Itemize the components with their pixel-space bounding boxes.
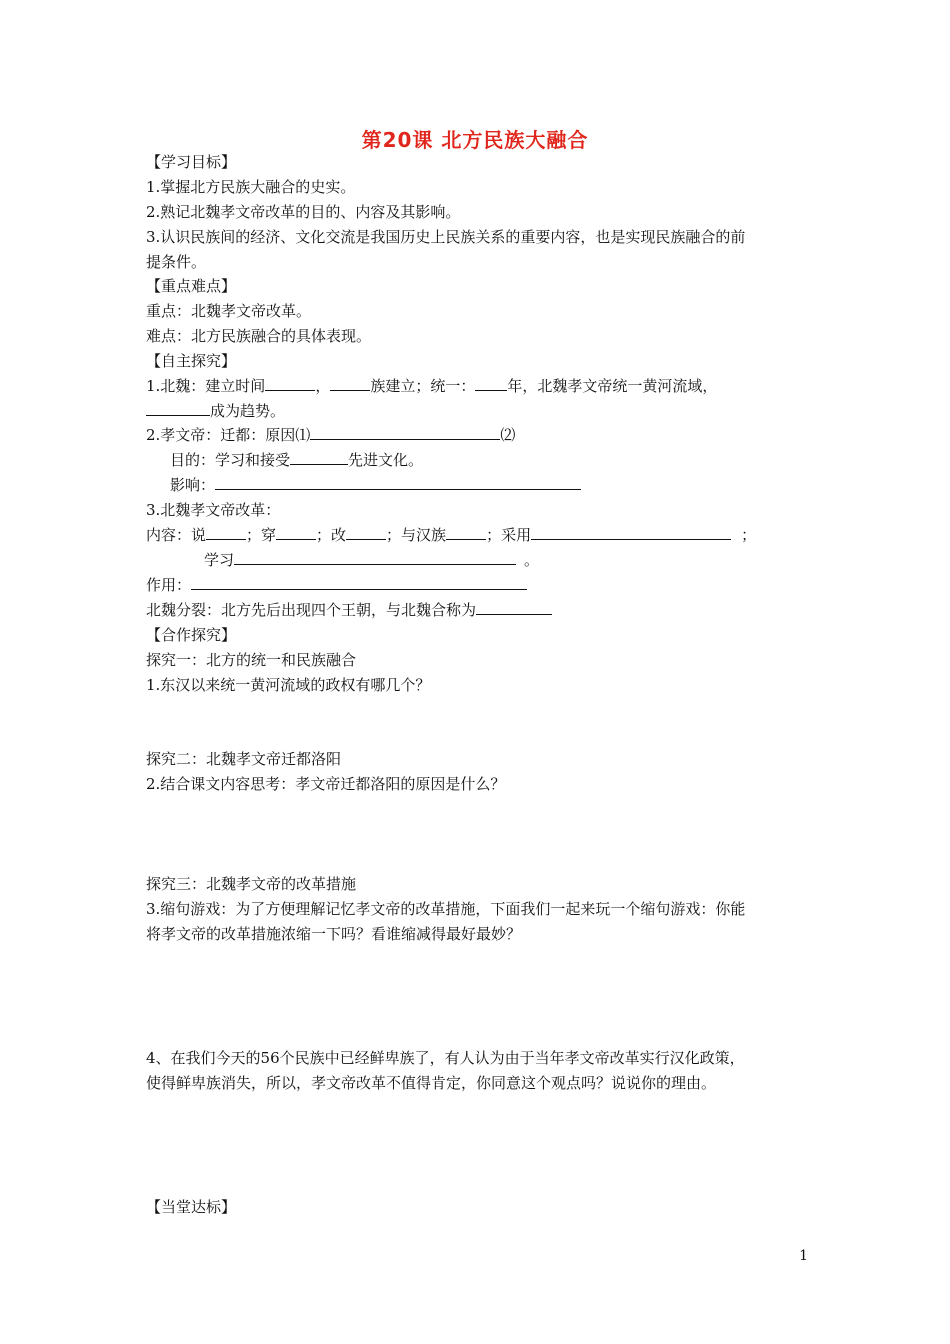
q1-text-d: 年，北魏孝文帝统一黄河流域， xyxy=(507,377,718,395)
blank-purpose[interactable] xyxy=(290,450,348,465)
study-text-a: 学习 xyxy=(204,551,235,569)
section-header-self-study: 【自主探究】 xyxy=(146,352,237,370)
question-4-line2: 使得鲜卑族消失，所以，孝文帝改革不值得肯定，你同意这个观点吗？说说你的理由。 xyxy=(146,1074,717,1092)
blank-reason-1[interactable] xyxy=(310,425,500,440)
self-q2-purpose xyxy=(170,450,423,470)
goal-3-cont: 提条件。 xyxy=(146,253,207,271)
explore-3-question-line1: 3.缩句游戏：为了方便理解记忆孝文帝的改革措施，下面我们一起来玩一个缩句游戏：你能 xyxy=(146,900,746,918)
blank-change[interactable] xyxy=(346,525,386,540)
blank-ethnic-group[interactable] xyxy=(330,376,370,391)
content-text-c: ；改 xyxy=(316,526,347,544)
blank-founding-time[interactable] xyxy=(265,376,315,391)
q1-text-a: 1.北魏：建立时间 xyxy=(146,377,266,395)
q1-text-c: 族建立；统一： xyxy=(370,377,476,395)
page-number: 1 xyxy=(799,1248,808,1264)
blank-role[interactable] xyxy=(191,575,527,590)
self-q3-effect xyxy=(146,575,527,595)
effect-text: 作用： xyxy=(146,576,192,594)
self-split xyxy=(146,600,552,620)
blank-trend[interactable] xyxy=(146,401,210,416)
q1-text-e: 成为趋势。 xyxy=(210,402,286,420)
purpose-text-a: 目的：学习和接受 xyxy=(170,451,291,469)
explore-3-title: 探究三：北魏孝文帝的改革措施 xyxy=(146,875,357,893)
section-header-class-test: 【当堂达标】 xyxy=(146,1198,237,1216)
blank-split[interactable] xyxy=(476,600,552,615)
self-q1-line1 xyxy=(146,376,717,396)
explore-3-question-line2: 将孝文帝的改革措施浓缩一下吗？看谁缩减得最好最妙？ xyxy=(146,925,522,943)
q2-text-a: 2.孝文帝：迁都：原因⑴ xyxy=(146,426,311,444)
goal-2: 2.熟记北魏孝文帝改革的目的、内容及其影响。 xyxy=(146,203,461,221)
self-q2-reasons xyxy=(146,425,515,445)
blank-unify-year[interactable] xyxy=(475,376,507,391)
explore-2-question: 2.结合课文内容思考：孝文帝迁都洛阳的原因是什么？ xyxy=(146,775,506,793)
goal-1: 1.掌握北方民族大融合的史实。 xyxy=(146,178,356,196)
purpose-text-b: 先进文化。 xyxy=(348,451,424,469)
self-q3: 3.北魏孝文帝改革： xyxy=(146,501,281,519)
content-text-d: ；与汉族 xyxy=(386,526,447,544)
self-q3-study xyxy=(204,550,539,570)
content-text-f: ； xyxy=(741,526,757,544)
q2-text-b: ⑵ xyxy=(500,426,516,444)
difficult-point: 难点：北方民族融合的具体表现。 xyxy=(146,327,372,345)
effect-label: 影响： xyxy=(170,476,216,494)
content-text-b: ；穿 xyxy=(246,526,277,544)
self-q1-line2 xyxy=(146,401,285,421)
self-q2-effect xyxy=(170,475,581,495)
goal-3: 3.认识民族间的经济、文化交流是我国历史上民族关系的重要内容，也是实现民族融合的前 xyxy=(146,228,746,246)
section-header-goals: 【学习目标】 xyxy=(146,153,237,171)
self-q3-content xyxy=(146,525,756,545)
study-text-b: 。 xyxy=(524,551,540,569)
question-4-line1: 4、在我们今天的56个民族中已经鲜卑族了，有人认为由于当年孝文帝改革实行汉化政策， xyxy=(146,1049,745,1067)
explore-2-title: 探究二：北魏孝文帝迁都洛阳 xyxy=(146,750,342,768)
explore-1-title: 探究一：北方的统一和民族融合 xyxy=(146,651,357,669)
key-point: 重点：北魏孝文帝改革。 xyxy=(146,302,312,320)
blank-han[interactable] xyxy=(446,525,486,540)
blank-adopt[interactable] xyxy=(531,525,731,540)
lesson-title: 第20课 北方民族大融合 xyxy=(361,128,589,152)
blank-study[interactable] xyxy=(234,550,516,565)
section-header-keypoints: 【重点难点】 xyxy=(146,277,237,295)
section-header-coop: 【合作探究】 xyxy=(146,626,237,644)
explore-1-question: 1.东汉以来统一黄河流域的政权有哪几个？ xyxy=(146,676,431,694)
split-text: 北魏分裂：北方先后出现四个王朝，与北魏合称为 xyxy=(146,601,477,619)
blank-effect[interactable] xyxy=(215,475,581,490)
blank-speak[interactable] xyxy=(206,525,246,540)
q1-text-b: ， xyxy=(315,377,331,395)
content-text-a: 内容：说 xyxy=(146,526,207,544)
blank-wear[interactable] xyxy=(276,525,316,540)
content-text-e: ；采用 xyxy=(486,526,532,544)
